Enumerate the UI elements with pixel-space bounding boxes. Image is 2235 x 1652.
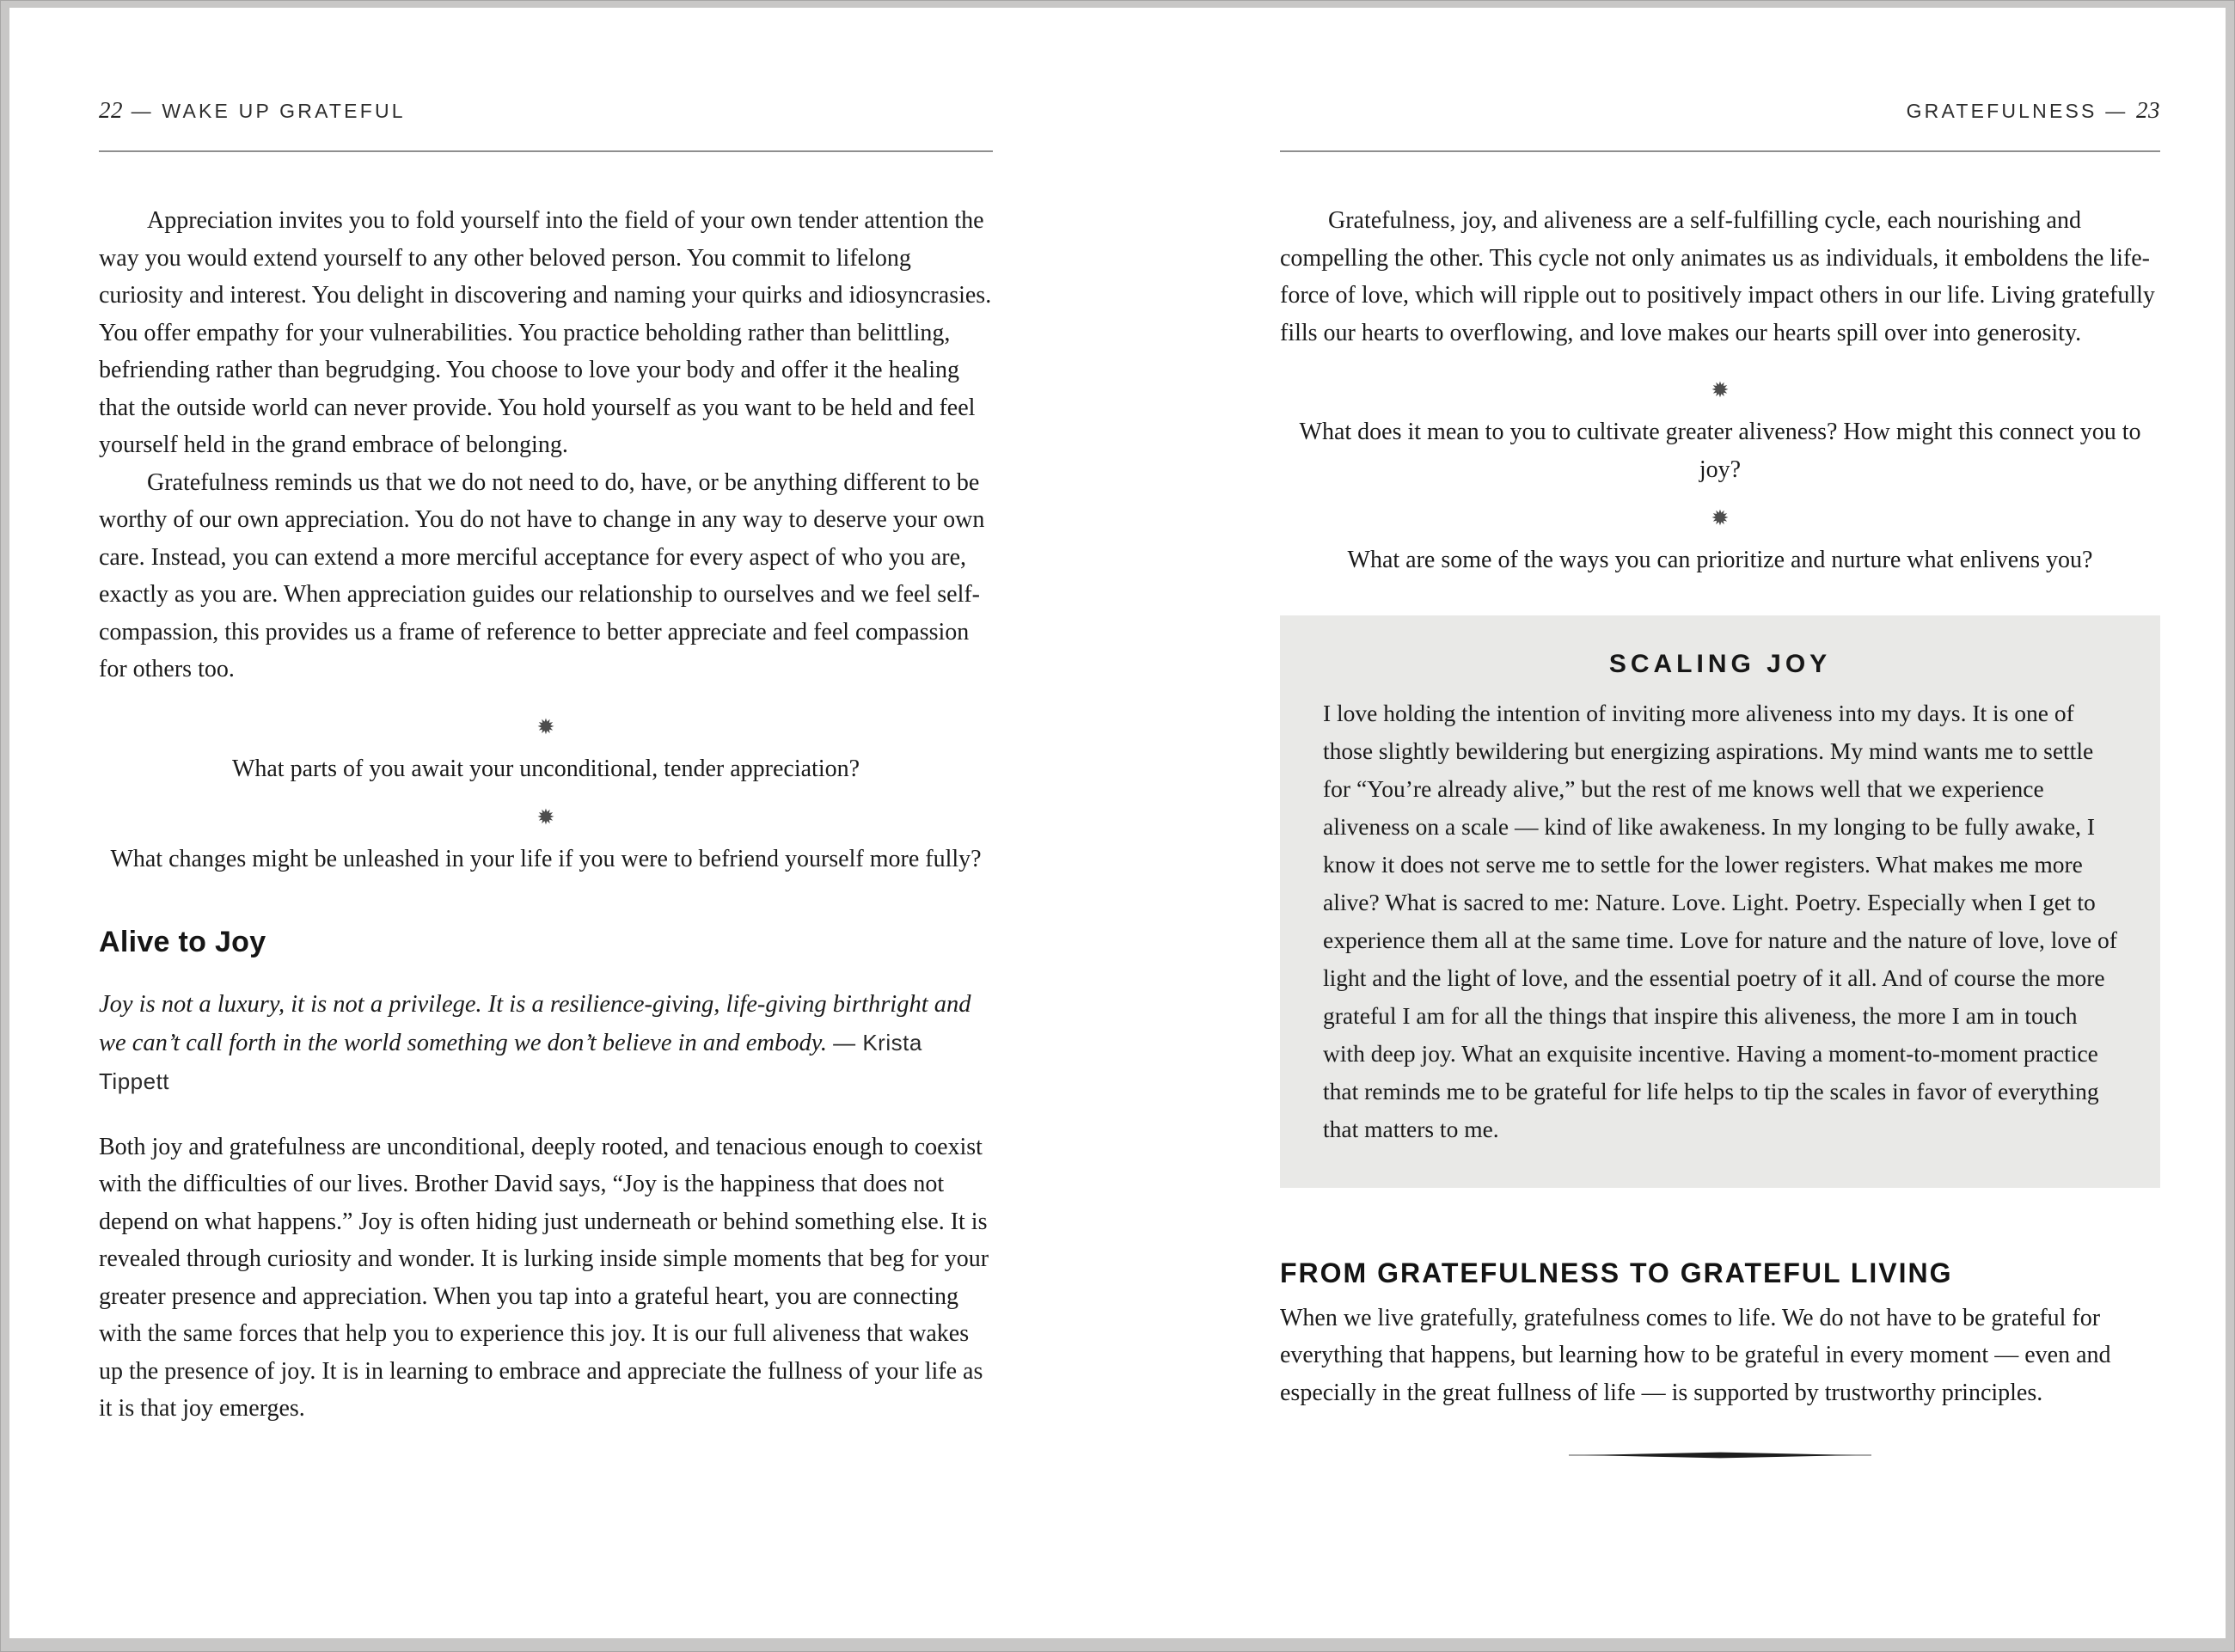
section-heading: Alive to Joy [99,925,266,958]
star-ornament-icon: ✹ [536,713,555,739]
section-heading: FROM GRATEFULNESS TO GRATEFUL LIVING [1280,1257,1953,1288]
star-ornament-icon: ✹ [536,805,555,829]
right-page [1280,8,2160,1466]
reflection-question: What parts of you await your unconditional, tender appreciation? [231,755,860,782]
paragraph: When we live gratefully, gratefulness comes to life. We do not have to be grateful for everything that happens, but learning how to be grateful in every moment — even and especially in the great fullness of life — is supported by trustworthy principles. [1280,1304,2111,1406]
book-spread [9,8,2226,1638]
quote-attribution: — Krista Tippett [99,1029,922,1094]
star-ornament-icon: ✹ [1711,377,1730,402]
epigraph-quote [99,985,993,1101]
left-book-title: WAKE UP GRATEFUL [162,100,406,122]
left-page-number: 22 [99,97,123,123]
left-page [99,8,993,1428]
callout-title: SCALING JOY [1608,649,1832,678]
running-head-separator: — [131,100,154,122]
right-header-rule [1280,150,2160,152]
paragraph: Appreciation invites you to fold yourself into the field of your own tender attention the way you would extend yourself to any other beloved person. You commit to lifelong curiosity and interest. You delight in discovering and naming your quirks and idiosyncrasies. You offer empathy for your vulnerabilities. You practice beholding rather than belittling, befriending rather than begrudging. You choose to love your body and offer it the healing that the outside world can never provide. You hold yourself as you want to be held and feel yourself held in the grand embrace of belonging. [99,207,992,458]
reflection-question: What are some of the ways you can prioritize and nurture what enlivens you? [1347,547,2093,573]
tapered-divider [1280,1451,2160,1466]
paragraph: Gratefulness reminds us that we do not need to do, have, or be anything different to be worthy of our own appreciation. You do not have to change in any way to deserve your own care. Instead, you can extend a more merciful acceptance for every aspect of who you are, exactly as you are. When appreciation guides our relationship to ourselves and we feel self-compassion, this provides us a frame of reference to better appreciate and feel compassion for others too. [99,468,985,682]
reflection-question: What changes might be unleashed in your life if you were to befriend yourself more fully? [110,846,982,872]
right-running-head [1280,97,2160,124]
right-chapter-title: GRATEFULNESS [1906,100,2097,122]
quote-text: Joy is not a luxury, it is not a privilege. It is a resilience-giving, life-giving birthright and we can’t call forth in the world something we don’t believe in and embody. [99,990,971,1056]
callout-box [1280,615,2160,1188]
right-page-number: 23 [2136,97,2160,123]
running-head-separator: — [2105,100,2128,122]
star-ornament-icon: ✹ [1711,505,1730,530]
left-header-rule [99,150,993,152]
paragraph: Gratefulness, joy, and aliveness are a self-fulfilling cycle, each nourishing and compelling the other. This cycle not only animates us as individuals, it emboldens the life-force of love, which will ripple out to positively impact others in our life. Living gratefully fills our hearts to overflowing, and love makes our hearts spill over into generosity. [1280,207,2155,346]
left-running-head [99,97,993,124]
paragraph: Both joy and gratefulness are unconditional, deeply rooted, and tenacious enough to coexist with the difficulties of our lives. Brother David says, “Joy is the happiness that does not depend on what happens.” Joy is often hiding just underneath or behind something else. It is revealed through curiosity and wonder. It is lurking inside simple moments that beg for your greater presence and appreciation. When you tap into a grateful heart, you are connecting with the same forces that help you to experience this joy. It is our full aliveness that wakes up the presence of joy. It is in learning to embrace and appreciate the fullness of your life as it is that joy emerges. [99,1133,989,1422]
callout-body: I love holding the intention of inviting more aliveness into my days. It is one of those slightly bewildering but energizing aspirations. My mind wants me to settle for “You’re already alive,” but the rest of me knows well that we experience aliveness on a scale — kind of like awakeness. In my longing to be fully awake, I know it does not serve me to settle for the lower registers. What makes me more alive? What is sacred to me: Nature. Love. Light. Poetry. Especially when I get to experience them all at the same time. Love for nature and the nature of love, love of light and the light of love, and the essential poetry of it all. And of course the more grateful I am for all the things that inspire this aliveness, the more I am in touch with deep joy. What an exquisite incentive. Having a moment-to-moment practice that reminds me to be grateful for life helps to tip the scales in favor of everything that matters to me. [1323,699,2117,1142]
reflection-question: What does it mean to you to cultivate greater aliveness? How might this connect you to joy? [1299,419,2141,483]
